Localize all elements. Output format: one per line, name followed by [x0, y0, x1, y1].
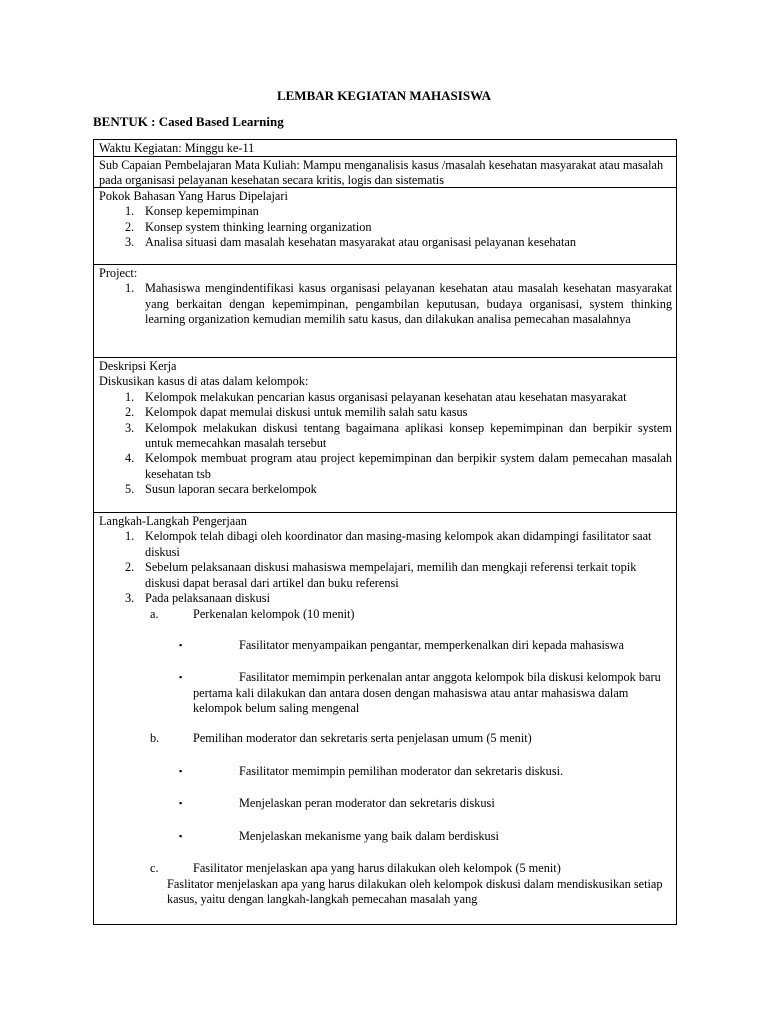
list-item: 5. Susun laporan secara berkelompok — [125, 482, 317, 497]
square-bullet-icon: ▪ — [179, 830, 183, 841]
square-bullet-icon: ▪ — [179, 798, 183, 809]
project-list — [99, 281, 672, 327]
sub-item-c-paragraph: Faslitator menjelaskan apa yang harus dilakukan oleh kelompok diskusi dalam mendiskusikan setiap kasus, yaitu dengan langkah-langkah pemecahan masalah yang — [167, 876, 663, 906]
bullet-item: ▪ Fasilitator memimpin perkenalan antar anggota kelompok bila diskusi kelompok baru pertama kali dilakukan dan antara dosen dengan mahasiswa atau antar mahasiswa dalam kelompok belum saling mengenal — [179, 670, 661, 716]
list-item: 1. Konsep kepemimpinan — [125, 204, 259, 219]
row-deskripsi-kerja — [94, 358, 676, 513]
row-waktu — [94, 140, 676, 157]
sub-item-c: c. Fasilitator menjelaskan apa yang harus dilakukan oleh kelompok (5 menit) — [150, 861, 561, 876]
deskripsi-heading: Deskripsi Kerja — [99, 359, 177, 373]
document-subtitle: BENTUK : Cased Based Learning — [93, 114, 284, 129]
square-bullet-icon: ▪ — [179, 672, 183, 683]
langkah-heading: Langkah-Langkah Pengerjaan — [99, 514, 247, 528]
sub-capaian-text: Sub Capaian Pembelajaran Mata Kuliah: Mampu menganalisis kasus /masalah kesehatan masyarakat atau masalah pada organisasi pelayanan kesehatan secara kritis, logis dan sistematis — [99, 158, 664, 188]
list-item: 1. Mahasiswa mengindentifikasi kasus organisasi pelayanan kesehatan atau masalah kesehatan masyarakat yang berkaitan dengan kepemimpinan, pengambilan keputusan, budaya organisasi, system thinking learning organization kemudian memilih satu kasus, dan dilakukan analisa pemecahan masalahnya — [125, 281, 672, 327]
sub-item-b: b. Pemilihan moderator dan sekretaris serta penjelasan umum (5 menit) — [150, 731, 532, 746]
bullet-item: ▪ Fasilitator memimpin pemilihan moderator dan sekretaris diskusi. — [179, 763, 564, 778]
list-item: 4. Kelompok membuat program atau project kepemimpinan dan berpikir system dalam pemecahan masalah kesehatan tsb — [125, 451, 672, 481]
square-bullet-icon: ▪ — [179, 765, 183, 776]
list-item: 1. Kelompok melakukan pencarian kasus organisasi pelayanan kesehatan atau kesehatan masyarakat — [125, 389, 627, 404]
project-heading: Project: — [99, 266, 138, 280]
bullet-item: ▪ Fasilitator menyampaikan pengantar, memperkenalkan diri kepada mahasiswa — [179, 637, 625, 652]
list-item: 1. Kelompok telah dibagi oleh koordinator dan masing-masing kelompok akan didampingi fasilitator saat diskusi — [125, 529, 652, 559]
list-item: 3. Analisa situasi dam masalah kesehatan masyarakat atau organisasi pelayanan kesehatan — [125, 235, 577, 250]
waktu-text: Waktu Kegiatan: Minggu ke-11 — [99, 141, 255, 155]
pokok-heading: Pokok Bahasan Yang Harus Dipelajari — [99, 189, 288, 203]
list-item: 2. Sebelum pelaksanaan diskusi mahasiswa mempelajari, memilih dan mengkaji referensi terkait topik diskusi dapat berasal dari artikel dan buku referensi — [125, 560, 637, 590]
deskripsi-intro: Diskusikan kasus di atas dalam kelompok: — [99, 374, 309, 389]
row-sub-capaian — [94, 157, 676, 188]
list-item: 2. Konsep system thinking learning organization — [125, 219, 372, 234]
row-langkah-pengerjaan — [94, 513, 676, 924]
list-item: 3. Kelompok melakukan diskusi tentang bagaimana aplikasi konsep kepemimpinan dan berpikir system untuk memecahkan masalah tersebut — [125, 420, 672, 451]
deskripsi-list — [99, 390, 672, 498]
langkah-list — [99, 529, 672, 606]
document-title: LEMBAR KEGIATAN MAHASISWA — [276, 88, 492, 103]
row-pokok-bahasan — [94, 188, 676, 265]
list-item: 2. Kelompok dapat memulai diskusi untuk memilih salah satu kasus — [125, 405, 468, 420]
row-project — [94, 265, 676, 358]
bullet-item: ▪ Menjelaskan mekanisme yang baik dalam berdiskusi — [179, 828, 499, 843]
list-item: 3. Pada pelaksanaan diskusi — [125, 591, 270, 606]
pokok-list — [99, 204, 672, 250]
bullet-item: ▪ Menjelaskan peran moderator dan sekretaris diskusi — [179, 796, 495, 811]
square-bullet-icon: ▪ — [179, 639, 183, 650]
sub-item-a: a. Perkenalan kelompok (10 menit) — [150, 607, 355, 622]
activity-table — [93, 139, 677, 925]
